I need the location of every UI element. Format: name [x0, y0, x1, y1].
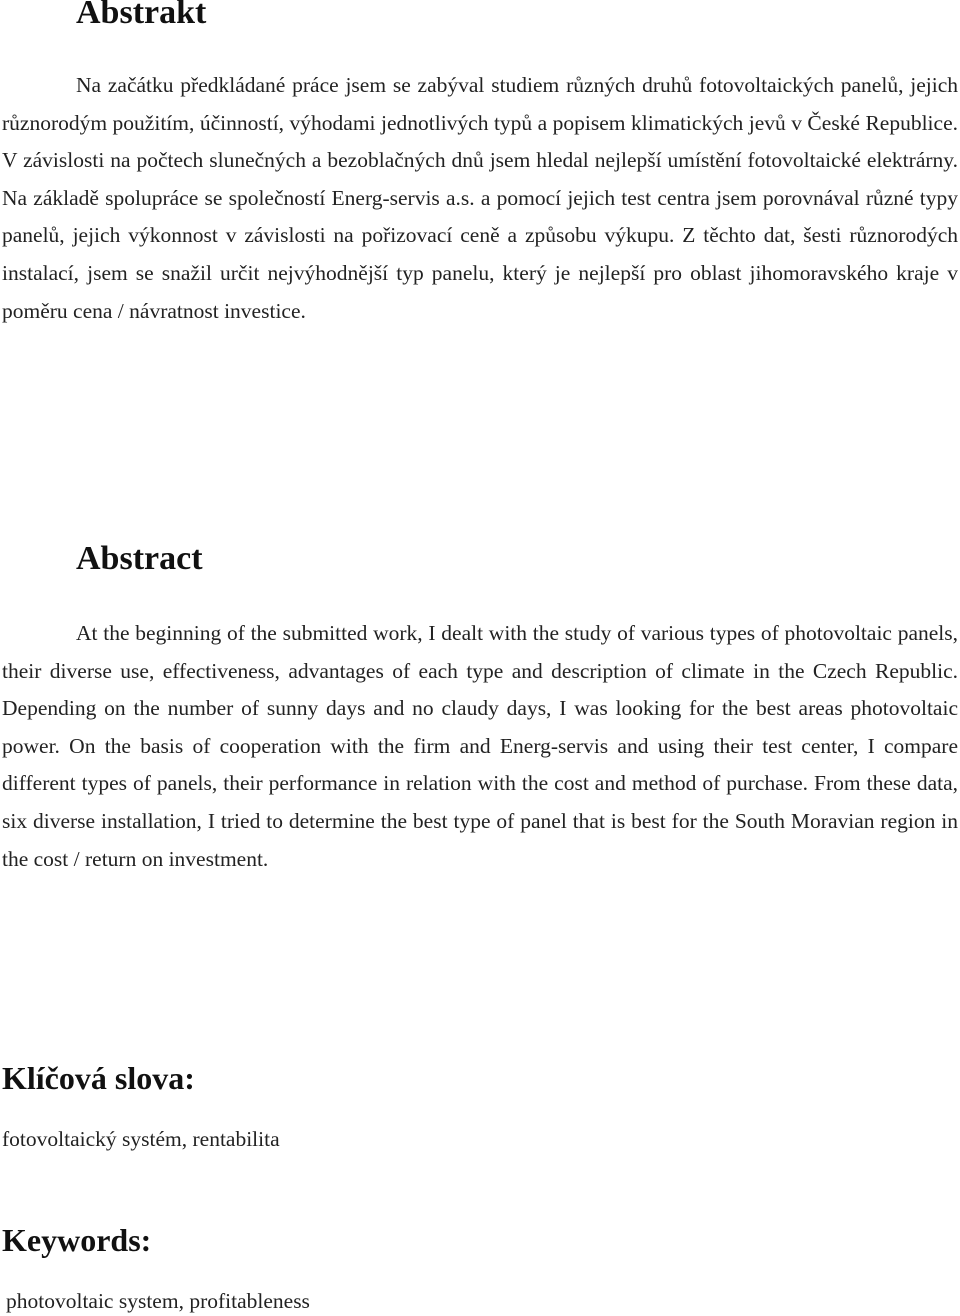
keywords-heading: Keywords:	[2, 1222, 152, 1258]
keywords-text: photovoltaic system, profitableness	[6, 1289, 310, 1313]
abstrakt-heading: Abstrakt	[76, 0, 207, 31]
abstract-heading: Abstract	[76, 540, 203, 577]
abstract-paragraph: At the beginning of the submitted work, I dealt with the study of various types of photovoltaic panels, their diverse use, effectiveness, advantages of each type and description of climate in the Czech Republic. Depending on the number of sunny days and no claudy days, I was looking for the best areas photovoltaic power. On the basis of cooperation with the firm and Energ-servis and using their test center, I compare different types of panels, their performance in relation with the cost and method of purchase. From these data, six diverse installation, I tried to determine the best type of panel that is best for the South Moravian region in the cost / return on investment.	[2, 621, 958, 871]
klicova-slova-heading: Klíčová slova:	[2, 1060, 195, 1096]
abstrakt-paragraph: Na začátku předkládané práce jsem se zabýval studiem různých druhů fotovoltaických panelů, jejich různorodým použitím, účinností, výhodami jednotlivých typů a popisem klimatických jevů v České Republice. V závislosti na počtech slunečných a bezoblačných dnů jsem hledal nejlepší umístění fotovoltaické elektrárny. Na základě spolupráce se společností Energ-servis a.s. a pomocí jejich test centra jsem porovnával různé typy panelů, jejich výkonnost v závislosti na pořizovací ceně a způsobu výkupu. Z těchto dat, šesti různorodých instalací, jsem se snažil určit nejvýhodnější typ panelu, který je nejlepší pro oblast jihomoravského kraje v poměru cena / návratnost investice.	[2, 73, 958, 323]
klicova-slova-text: fotovoltaický systém, rentabilita	[2, 1127, 280, 1151]
